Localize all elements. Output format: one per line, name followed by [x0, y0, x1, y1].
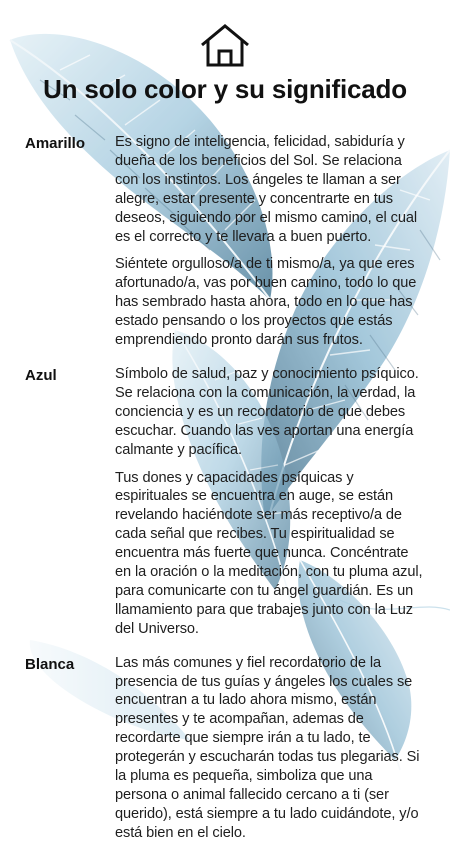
- entry-paragraph: Es signo de inteligencia, felicidad, sabiduría y dueña de los beneficios del Sol. Se relaciona con los instintos. Los ángeles te llaman a ser alegre, estar presente y concentrarte en tus deseos, siguiendo por el mismo camino, el cual es el correcto y te llevara a buen puerto.: [115, 134, 418, 245]
- entry-paragraph: Las más comunes y fiel recordatorio de la presencia de tus guías y ángeles los cuales se encuentran a tu lado ahora mismo, están presentes y te acompañan, ademas de recordarte que siempre irán a tu lado, te protegerán y escucharán todas tus plegarias. Si la pluma es pequeña, simboliza que una persona o animal fallecido cercano a ti (ser querido), está siempre a tu lado cuidándote, y/o está bien en el cielo.: [115, 654, 420, 841]
- color-meaning-list: [0, 133, 450, 858]
- page-title: Un solo color y su significado: [43, 74, 407, 104]
- entry-label: Azul: [25, 366, 57, 384]
- entry-body: [115, 133, 425, 359]
- entry-body: [115, 654, 425, 852]
- entry-paragraph: Tus dones y capacidades psíquicas y espirituales se encuentra en auge, se están revelando haciéndote ser más receptivo/a de cada señal que recibes. Tu espiritualidad se encuentra más fuerte que nunca. Concéntrate en la oración o la meditación, con tu pluma azul, para comunicarte con tu ángel guardián. Es un llamamiento para que trabajes junto con la Luz del Universo.: [115, 469, 423, 637]
- home-button[interactable]: [196, 22, 254, 68]
- entry-label: Amarillo: [25, 135, 86, 152]
- entry-amarillo: [0, 133, 450, 359]
- entry-paragraph: Siéntete orgulloso/a de ti mismo/a, ya que eres afortunado/a, vas por buen camino, todo lo que has sembrado hasta ahora, todo en lo que has estado pensando o los proyectos que estás emprendiendo pronto darán sus frutos.: [115, 256, 417, 349]
- entry-paragraph: Símbolo de salud, paz y conocimiento psíquico. Se relaciona con la comunicación, la verdad, la conciencia y es un recordatorio de que debes escuchar. Cuando las ves aportan una energía calmante y pacífica.: [115, 365, 419, 458]
- entry-body: [115, 365, 425, 648]
- entry-azul: [0, 365, 450, 648]
- home-icon: [198, 23, 252, 67]
- entry-blanca: [0, 654, 450, 852]
- entry-label: Blanca: [25, 655, 75, 673]
